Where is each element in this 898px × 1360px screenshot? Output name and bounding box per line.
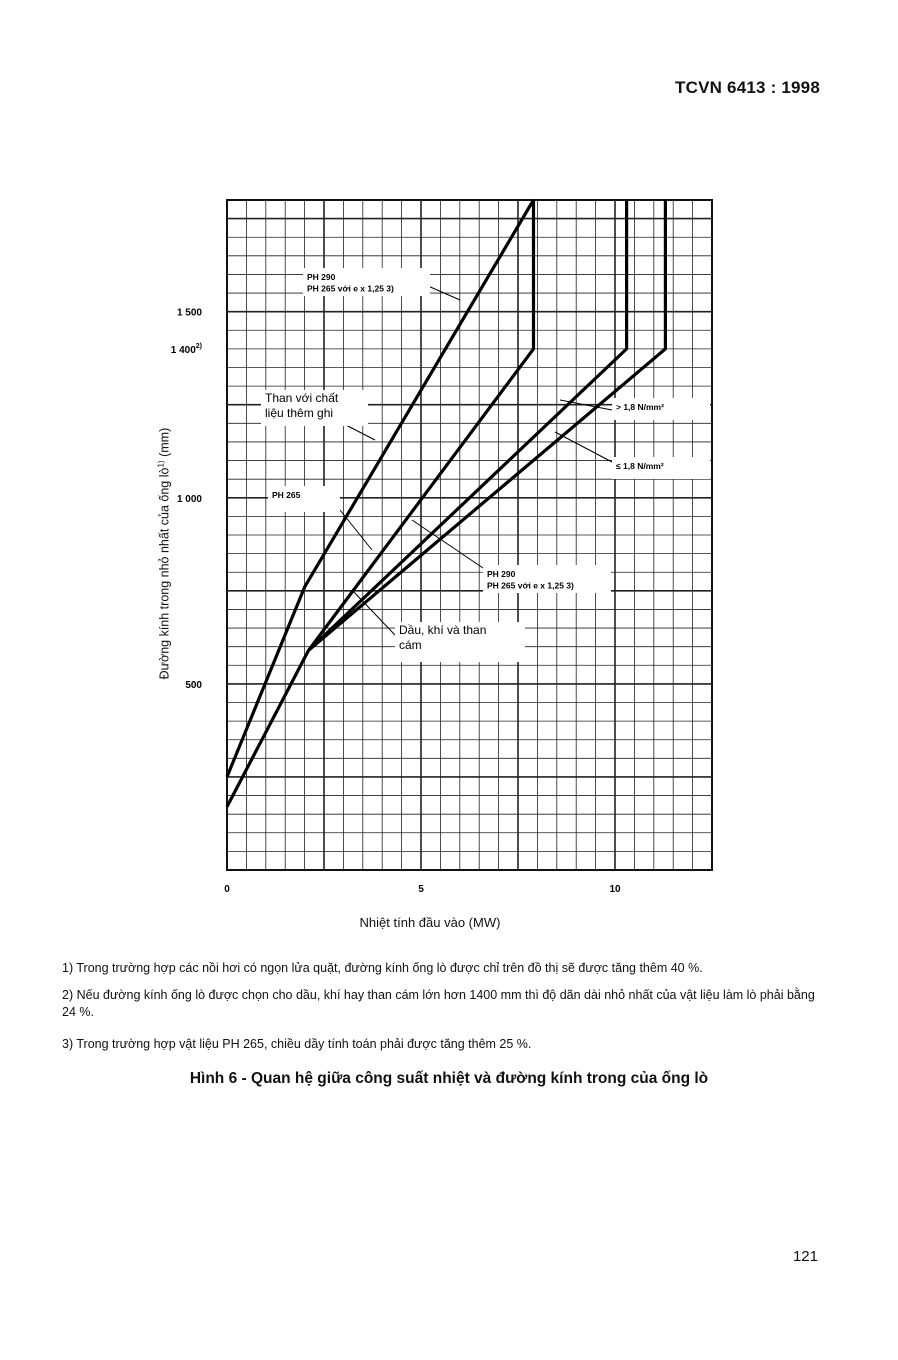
- footnote-3: 3) Trong trường hợp vật liệu PH 265, chiều dầy tính toán phải được tăng thêm 25 %.: [62, 1037, 532, 1051]
- y-tick-label: 500: [185, 679, 202, 691]
- x-tick-label: 5: [418, 884, 424, 895]
- annotation-text: cám: [399, 638, 422, 652]
- annotation-text: PH 290: [487, 569, 516, 579]
- footnote-2: 2) Nếu đường kính ống lò được chọn cho dầu, khí hay than cám lớn hơn 1400 mm thì độ dãn dài nhỏ nhất của vật liệu làm lò phải bằng 24 %.: [62, 988, 815, 1019]
- page-number: 121: [792, 1248, 818, 1265]
- x-axis-title: Nhiệt tính đầu vào (MW): [359, 915, 501, 930]
- y-axis-title-sup: 1): [156, 460, 166, 468]
- annotation-text: Than với chất: [265, 391, 339, 405]
- annotation-text: PH 265 với e x 1,25 3): [487, 580, 574, 591]
- y-tick-superscript: 2): [195, 342, 202, 350]
- annotation-text: PH 265: [272, 490, 301, 500]
- annotation-text: > 1,8 N/mm²: [616, 402, 664, 412]
- y-axis-title: [156, 304, 171, 804]
- annotation-text: PH 290: [307, 272, 336, 282]
- annotation-text: ≤ 1,8 N/mm²: [616, 461, 664, 471]
- y-tick-label: 1 400$^{2)}$: [170, 342, 202, 356]
- document-code: TCVN 6413 : 1998: [675, 78, 820, 97]
- figure-caption: Hình 6 - Quan hệ giữa công suất nhiệt và đường kính trong của ống lò: [189, 1070, 709, 1087]
- y-axis-title-main: Đường kính trong nhỏ nhất của ống lò: [157, 467, 172, 680]
- annotation-text: PH 265 với e x 1,25 3): [307, 283, 394, 294]
- y-tick-label: 1 500: [176, 307, 202, 319]
- x-tick-label: 0: [224, 884, 230, 895]
- annotation-text: liệu thêm ghi: [265, 406, 334, 420]
- y-tick-label: 1 000: [176, 493, 202, 505]
- x-tick-label: 10: [609, 884, 621, 895]
- y-axis-title-unit: (mm): [157, 427, 172, 457]
- footnote-1: 1) Trong trường hợp các nồi hơi có ngọn lửa quặt, đường kính ống lò được chỉ trên đồ thị sẽ được tăng thêm 40 %.: [62, 961, 703, 975]
- chart-grid: [227, 200, 712, 870]
- annotation-text: Dầu, khí và than: [399, 623, 487, 637]
